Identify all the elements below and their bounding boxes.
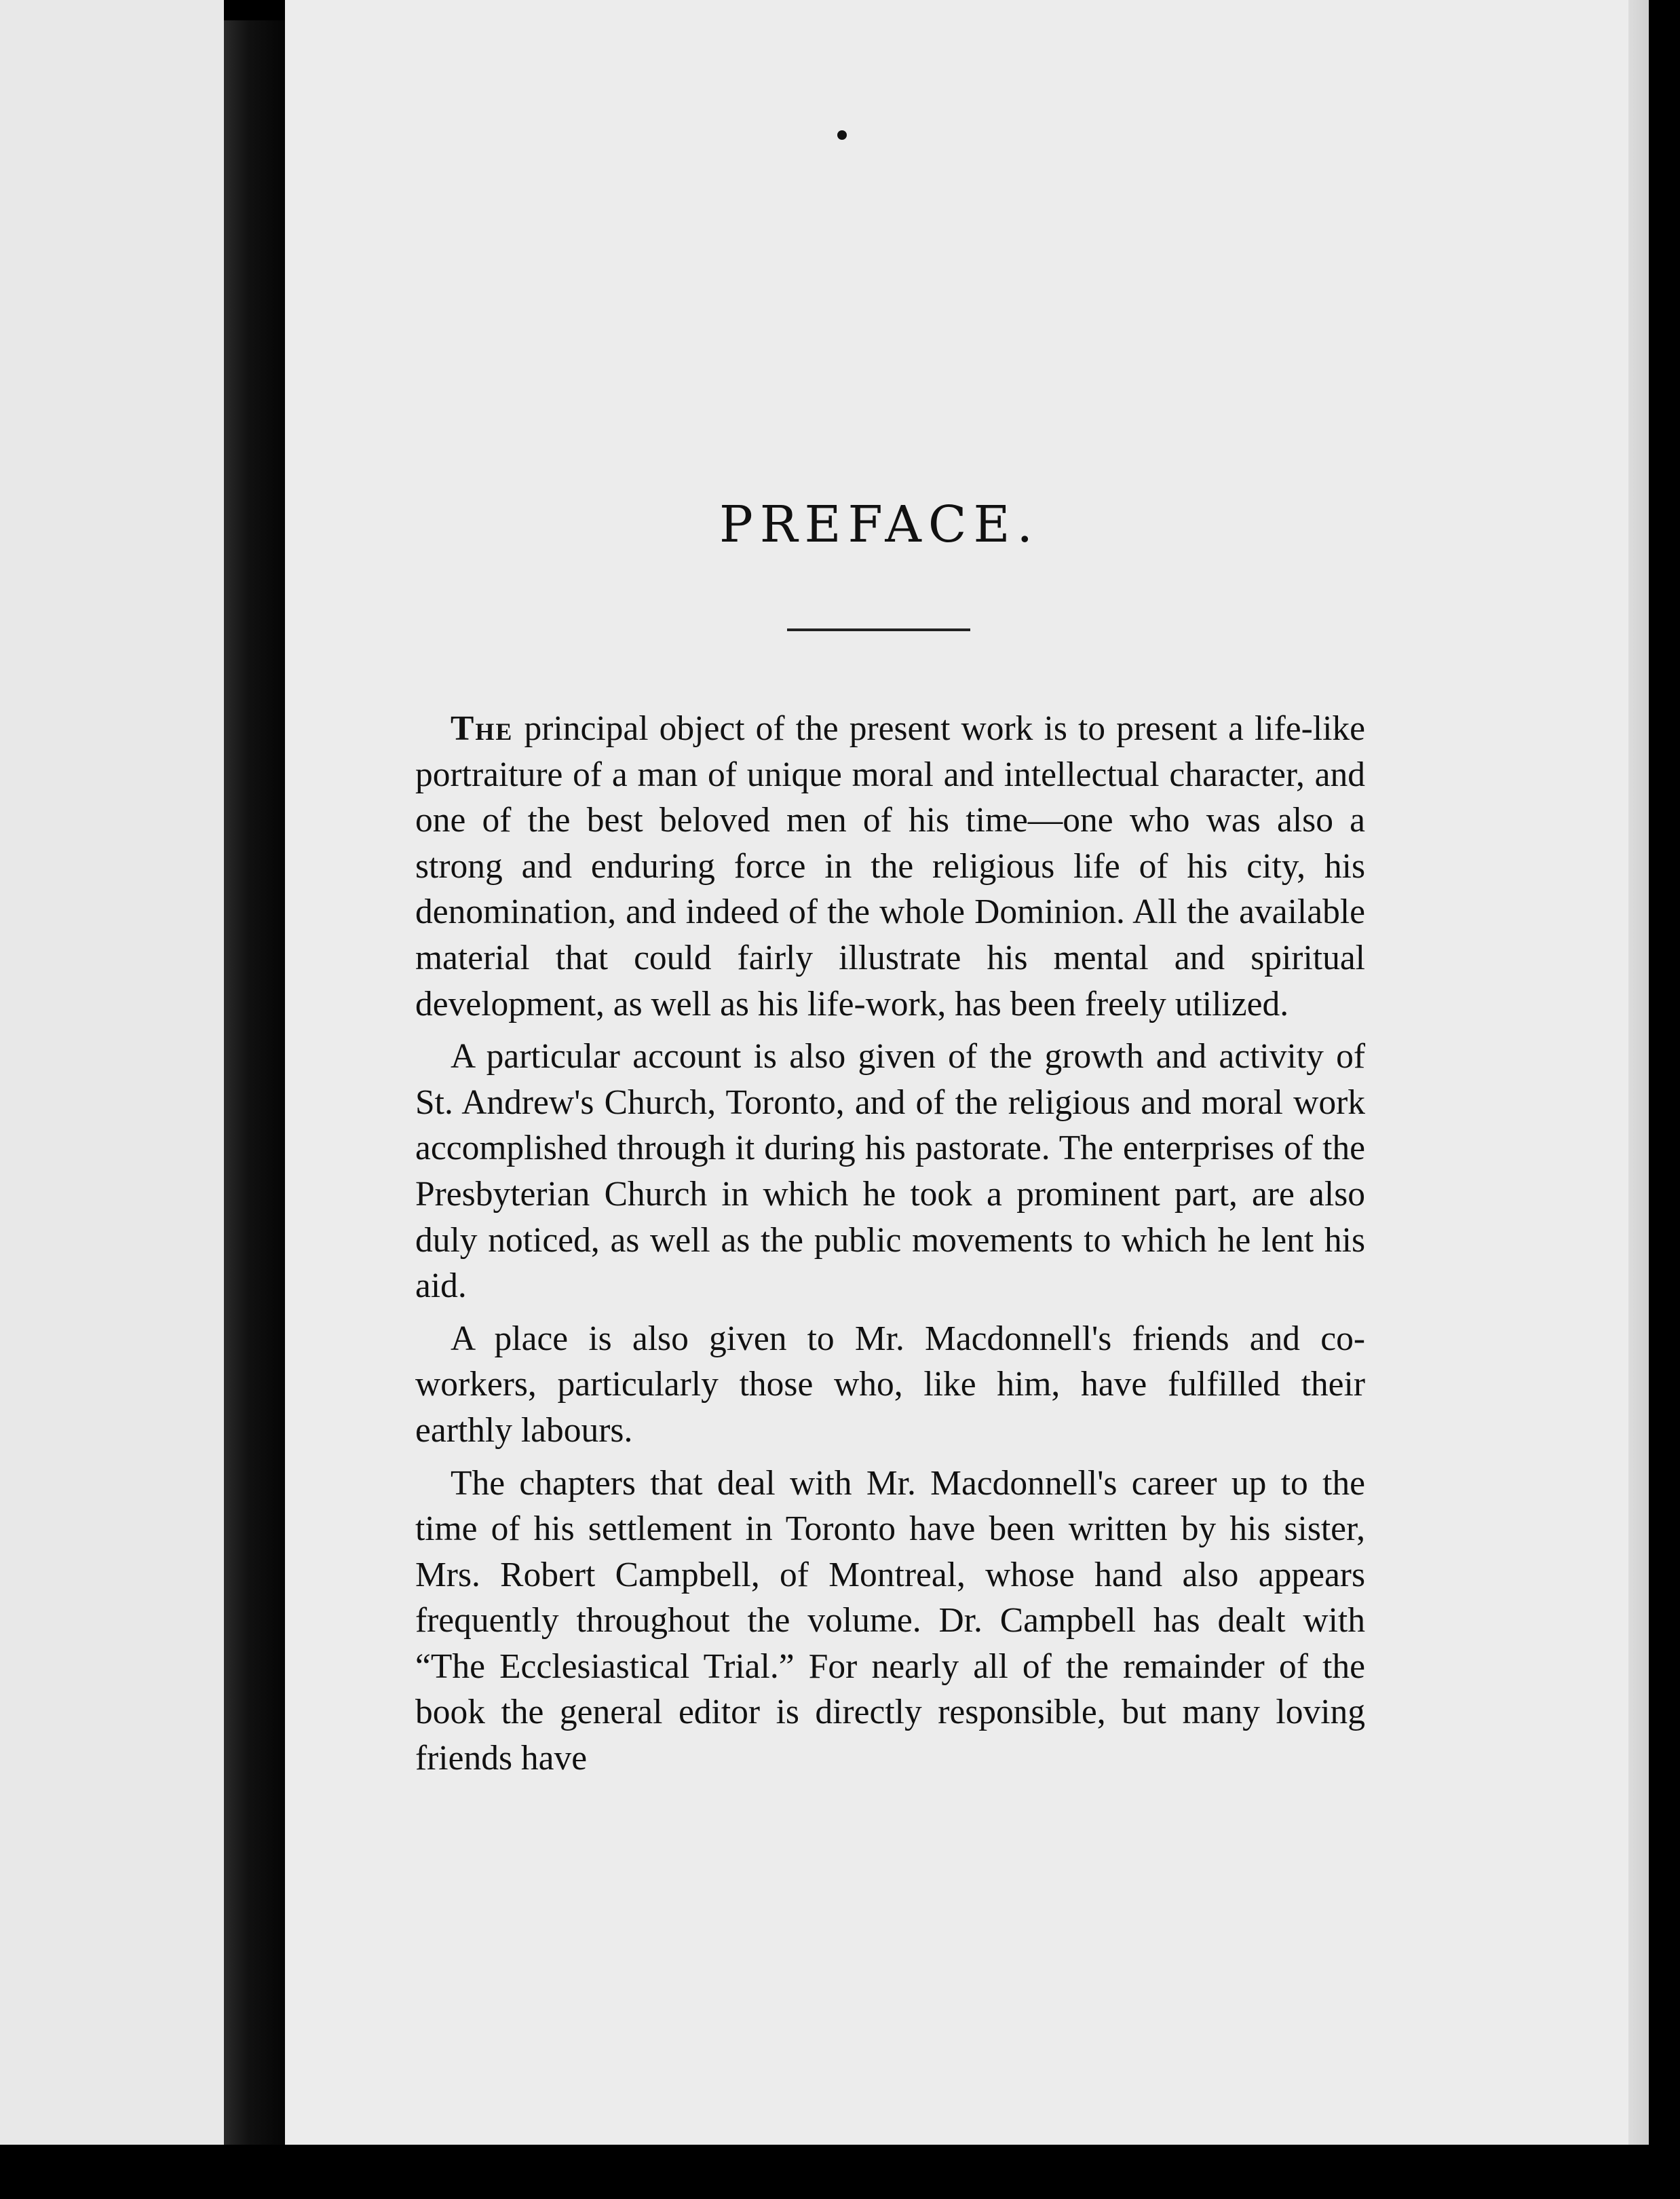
book-gutter	[224, 20, 285, 2158]
right-page-edge	[1628, 0, 1649, 2158]
page-title: PREFACE.	[719, 495, 1040, 554]
paragraph-1-lead: The	[451, 709, 514, 748]
paragraph-3	[415, 1316, 1365, 1454]
paragraph-1	[415, 706, 1365, 1027]
paragraph-1-text: principal object of the present work is to present a life-like portraiture of a man of unique moral and intellectual character, and one of the best beloved men of his time—one who was also a strong and enduring force in the religious life of his city, his denomination, and indeed of the whole Dominion. All the available material that could fairly illustrate his mental and spiritual development, as well as his life-work, has been freely utilized.	[415, 709, 1365, 1023]
paragraph-3-text: A place is also given to Mr. Macdonnell's friends and co-workers, particularly those who, like him, have fulfilled their earthly labours.	[415, 1319, 1365, 1450]
left-page-edge	[0, 0, 224, 2158]
paragraph-4	[415, 1461, 1365, 1782]
paragraph-2-text: A particular account is also given of the growth and activity of St. Andrew's Church, Toronto, and of the religious and moral work accomplished through it during his pastorate. The enterprises of the Presbyterian Church in which he took a prominent part, are also duly noticed, as well as the public movements to which he lent his aid.	[415, 1037, 1365, 1306]
scan-bottom-edge	[0, 2145, 1680, 2199]
preface-body	[415, 706, 1365, 1788]
paragraph-2	[415, 1034, 1365, 1309]
printer-dot-mark	[837, 130, 847, 140]
title-rule	[787, 628, 970, 631]
paragraph-4-text: The chapters that deal with Mr. Macdonnell's career up to the time of his settlement in Toronto have been written by his sister, Mrs. Robert Campbell, of Montreal, whose hand also appears frequently throughout the volume. Dr. Campbell has dealt with “The Ecclesiastical Trial.” For nearly all of the remainder of the book the general editor is directly responsible, but many loving friends have	[415, 1463, 1365, 1778]
